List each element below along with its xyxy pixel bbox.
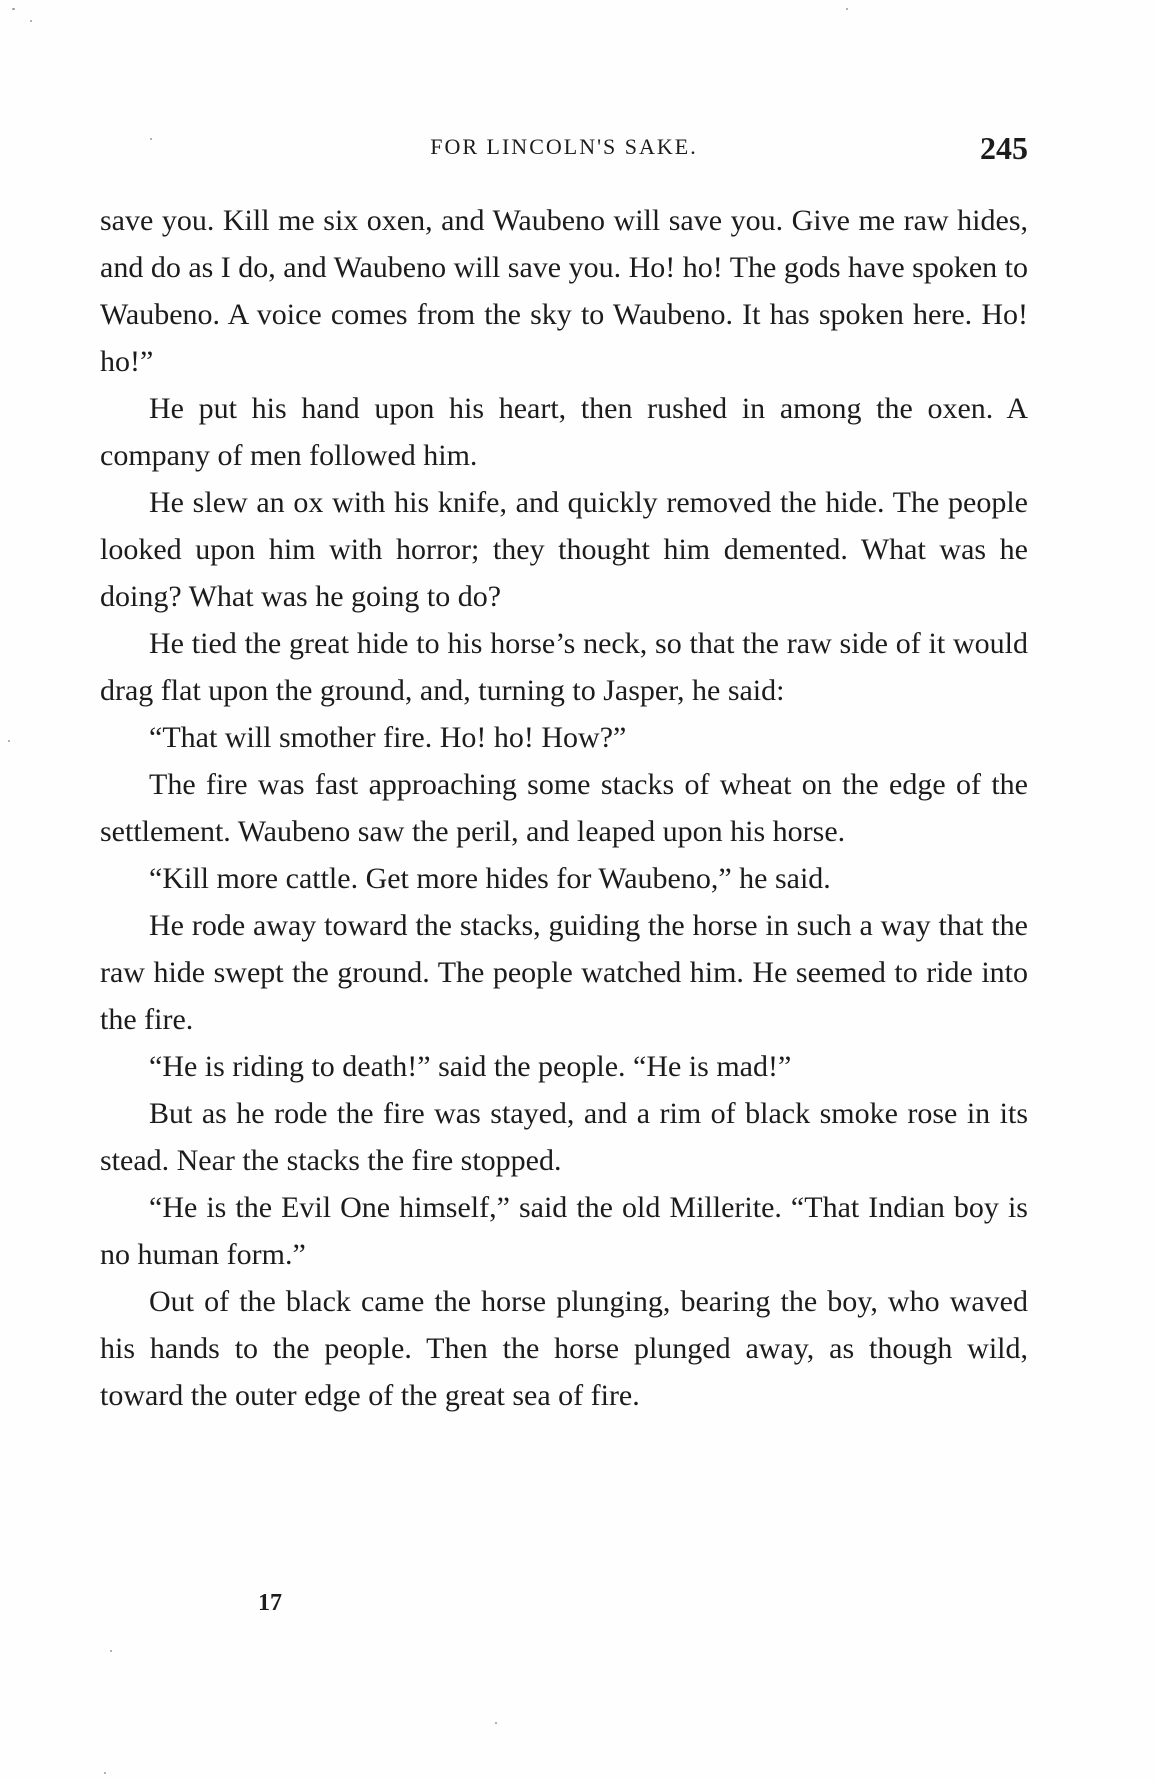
- signature-mark: 17: [258, 1590, 282, 1616]
- paragraph: He slew an ox with his knife, and quickly removed the hide. The people looked upon him with horror; they thought him demented. What was he doing? What was he going to do?: [100, 486, 1028, 613]
- paragraph: “He is riding to death!” said the people. “He is mad!”: [149, 1050, 792, 1083]
- paragraph: “He is the Evil One himself,” said the old Millerite. “That Indian boy is no human form.”: [100, 1191, 1028, 1271]
- paragraph: But as he rode the fire was stayed, and a rim of black smoke rose in its stead. Near the stacks the fire stopped.: [100, 1097, 1028, 1177]
- paragraph: He put his hand upon his heart, then rushed in among the oxen. A company of men followed him.: [100, 392, 1028, 472]
- paragraph: He rode away toward the stacks, guiding the horse in such a way that the raw hide swept the ground. The people watched him. He seemed to ride into the fire.: [100, 909, 1028, 1036]
- page-number: 245: [980, 130, 1028, 166]
- paper-speck: [30, 20, 32, 22]
- paragraph: The fire was fast approaching some stacks of wheat on the edge of the settlement. Waubeno saw the peril, and leaped upon his horse.: [100, 768, 1028, 848]
- paper-speck: [110, 1650, 112, 1652]
- body-text: [100, 197, 1028, 1419]
- page-header: [100, 130, 1028, 170]
- paper-speck: [495, 1722, 497, 1724]
- paragraph: He tied the great hide to his horse’s neck, so that the raw side of it would drag flat upon the ground, and, turning to Jasper, he said:: [100, 627, 1028, 707]
- paper-speck: [8, 740, 10, 742]
- running-title: FOR LINCOLN'S SAKE.: [430, 134, 698, 159]
- paragraph: Out of the black came the horse plunging, bearing the boy, who waved his hands to the people. Then the horse plunged away, as though wild, toward the outer edge of the great sea of fire.: [100, 1285, 1028, 1412]
- paper-speck: [104, 1772, 106, 1774]
- paper-speck: [12, 8, 15, 10]
- paragraph: “That will smother fire. Ho! ho! How?”: [149, 721, 627, 754]
- paragraph-continued: save you. Kill me six oxen, and Waubeno will save you. Give me raw hides, and do as I do, and Waubeno will save you. Ho! ho! The gods have spoken to Waubeno. A voice comes from the sky to Waubeno. It has spoken here. Ho! ho!”: [100, 204, 1028, 378]
- paper-speck: [846, 8, 848, 10]
- paragraph: “Kill more cattle. Get more hides for Waubeno,” he said.: [149, 862, 831, 895]
- paper-speck: [150, 138, 152, 140]
